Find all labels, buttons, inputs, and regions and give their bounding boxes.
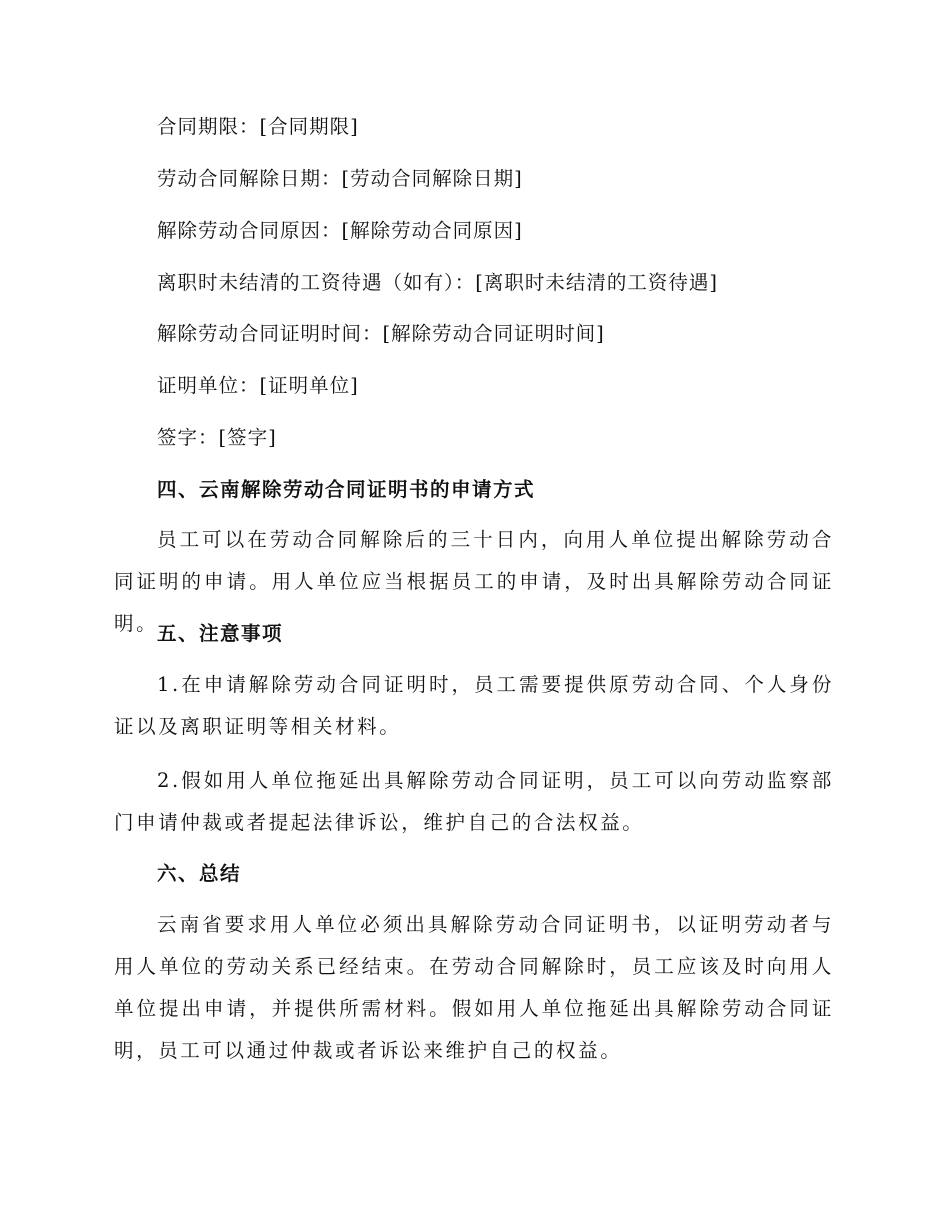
field-termination-date: 劳动合同解除日期：[劳动合同解除日期] (157, 167, 523, 190)
section-paragraph-application: 员工可以在劳动合同解除后的三十日内，向用人单位提出解除劳动合同证明的申请。用人单位应当根据员工的申请，及时出具解除劳动合同证明。 (114, 528, 834, 635)
field-unpaid-wages: 离职时未结清的工资待遇（如有）：[离职时未结清的工资待遇] (157, 271, 718, 294)
notes-item-1: 1.在申请解除劳动合同证明时，员工需要提供原劳动合同、个人身份证以及离职证明等相关材料。 (114, 673, 834, 738)
section-heading-application: 四、云南解除劳动合同证明书的申请方式 (157, 478, 536, 501)
field-certificate-time: 解除劳动合同证明时间：[解除劳动合同证明时间] (157, 322, 605, 345)
section-heading-summary: 六、总结 (157, 862, 242, 885)
field-signature: 签字：[签字] (157, 426, 277, 449)
field-certifying-unit: 证明单位：[证明单位] (157, 374, 359, 397)
section-paragraph-summary: 云南省要求用人单位必须出具解除劳动合同证明书，以证明劳动者与用人单位的劳动关系已经结束。在劳动合同解除时，员工应该及时向用人单位提出申请，并提供所需材料。假如用人单位拖延出具解除劳动合同证明，员工可以通过仲裁或者诉讼来维护自己的权益。 (114, 913, 834, 1062)
field-contract-term: 合同期限：[合同期限] (157, 115, 359, 138)
field-termination-reason: 解除劳动合同原因：[解除劳动合同原因] (157, 219, 523, 242)
section-heading-notes: 五、注意事项 (157, 622, 284, 645)
notes-item-2: 2.假如用人单位拖延出具解除劳动合同证明，员工可以向劳动监察部门申请仲裁或者提起法律诉讼，维护自己的合法权益。 (114, 769, 834, 834)
